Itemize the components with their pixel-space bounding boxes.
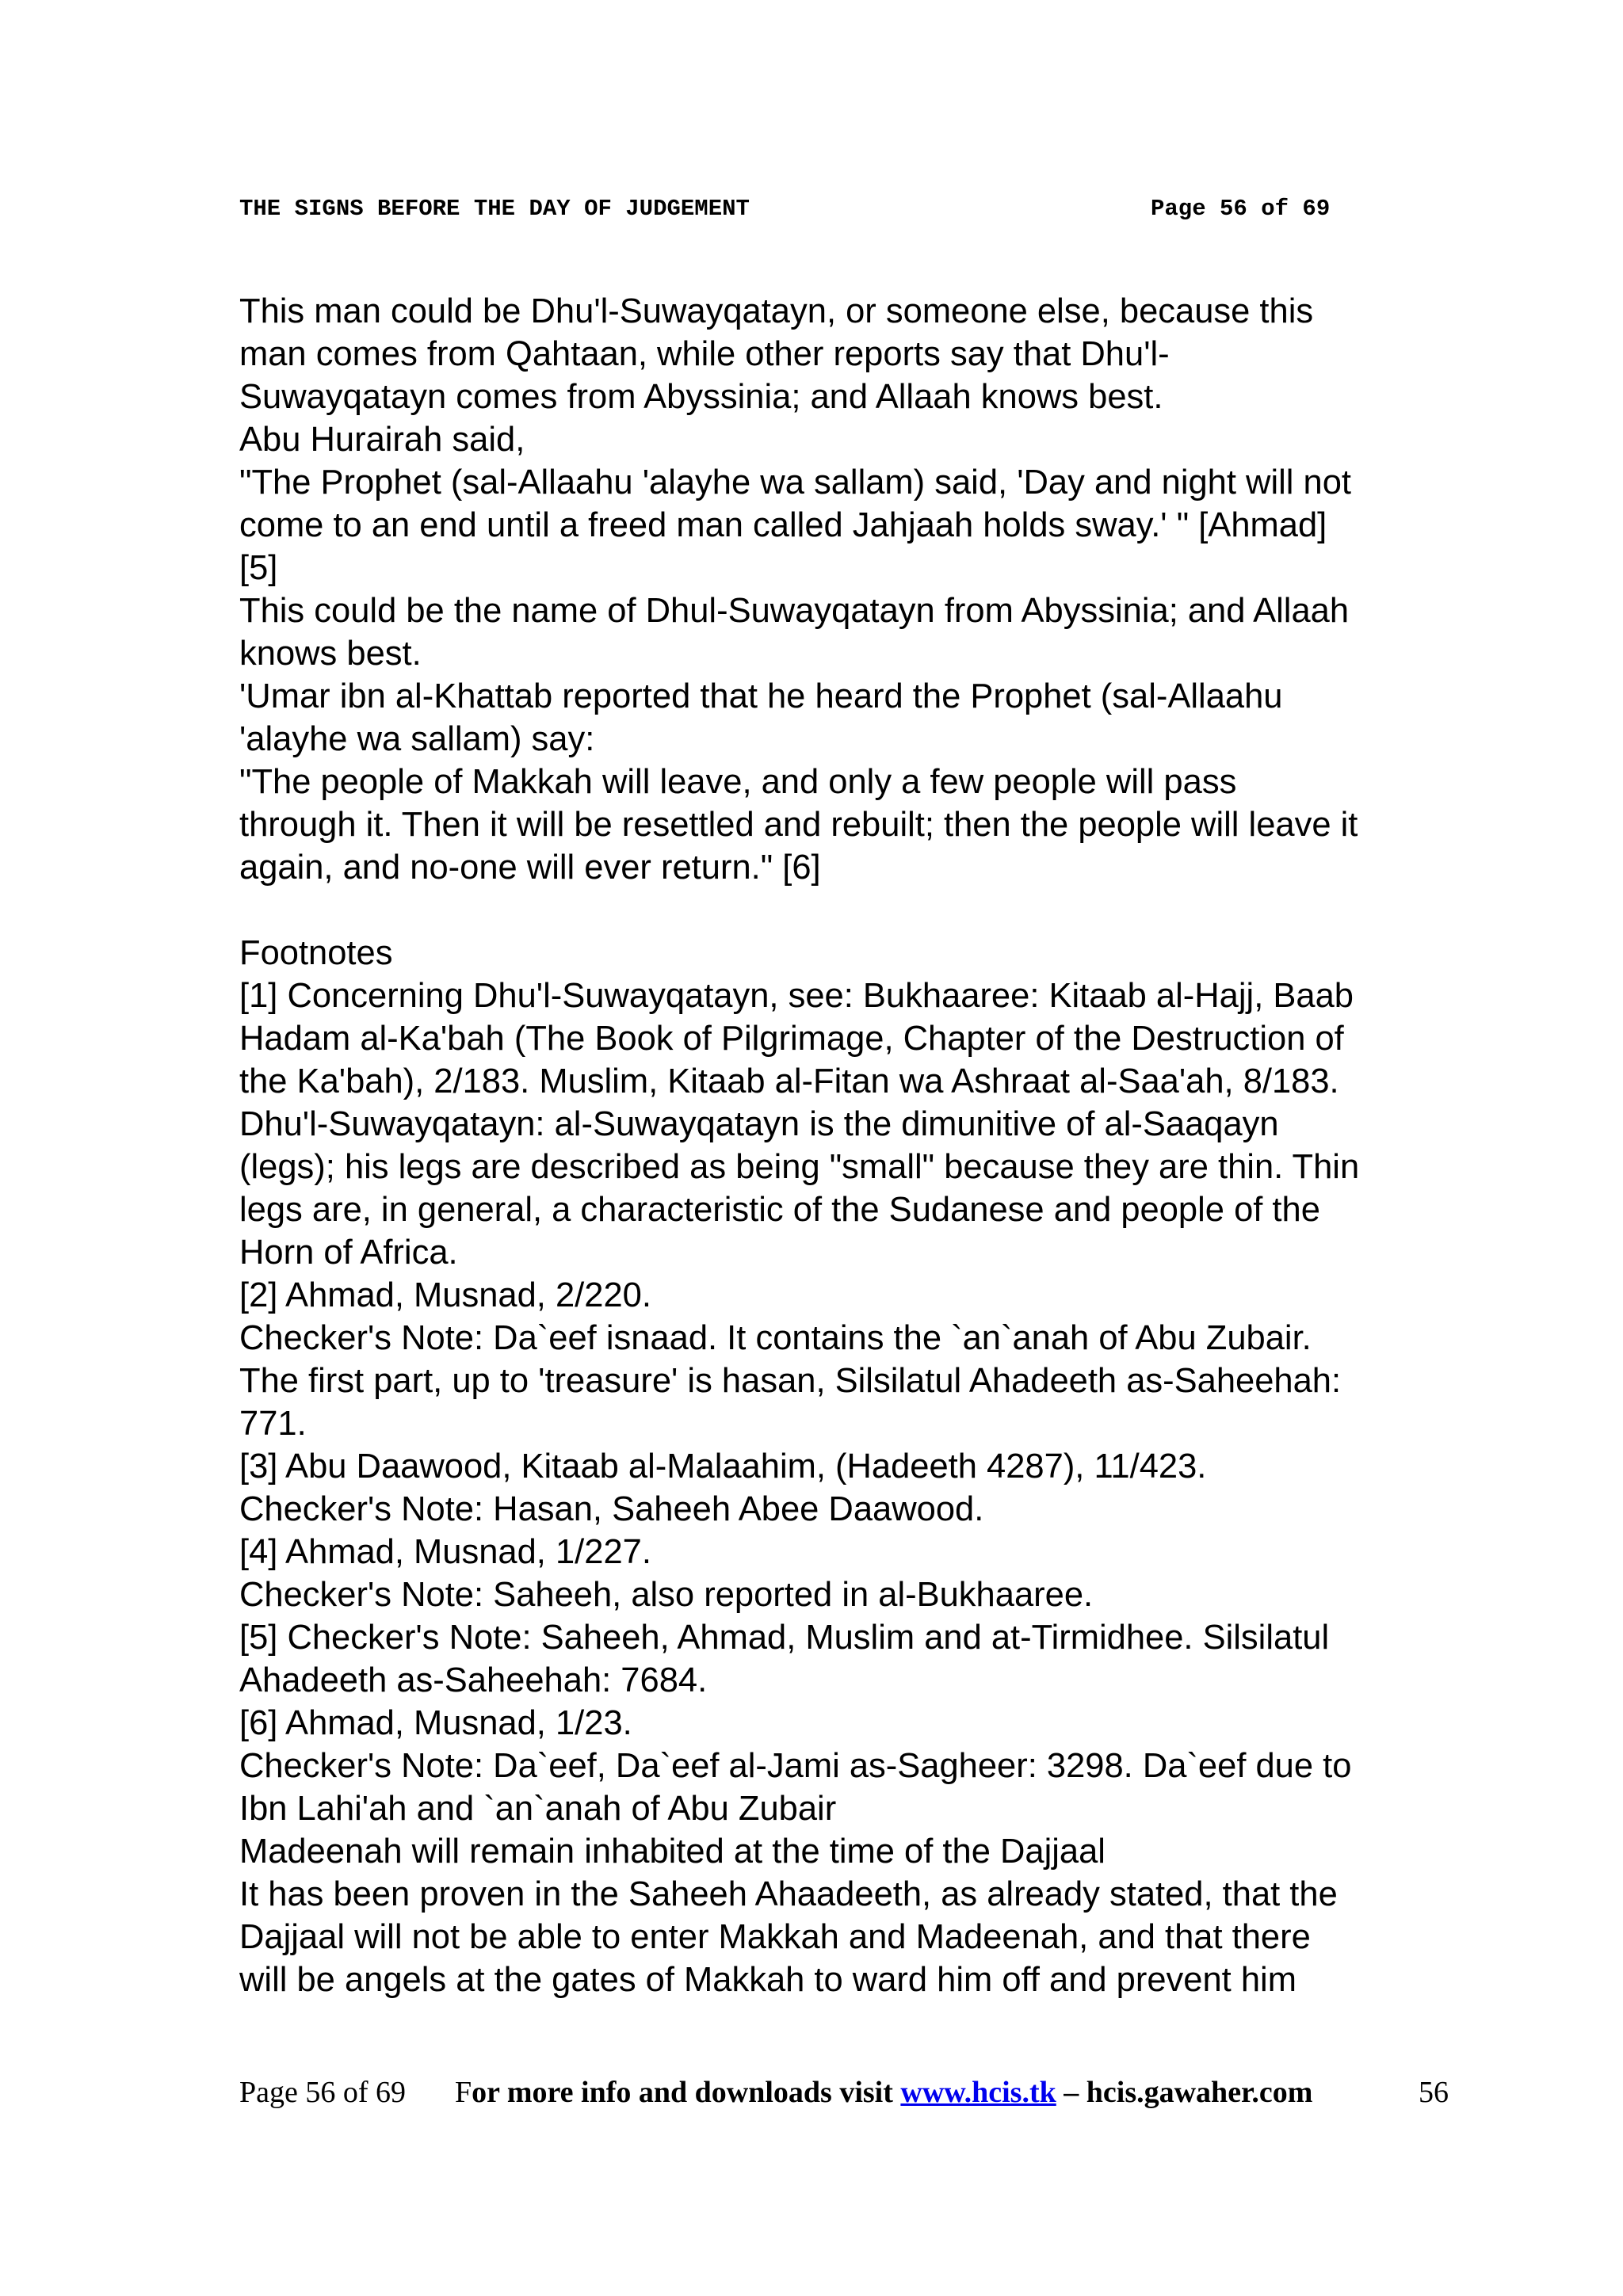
body-line: Suwayqatayn comes from Abyssinia; and Allaah knows best. bbox=[239, 378, 1163, 416]
header-page-ref: Page 56 of 69 bbox=[1151, 196, 1331, 222]
body-line: through it. Then it will be resettled and rebuilt; then the people will leave it bbox=[239, 806, 1358, 844]
footnote-line: [2] Ahmad, Musnad, 2/220. bbox=[239, 1276, 651, 1314]
body-line: 'Umar ibn al-Khattab reported that he heard the Prophet (sal-Allaahu bbox=[239, 677, 1283, 715]
paragraph-spacer bbox=[239, 889, 1476, 932]
footer-page-label: Page 56 of 69 bbox=[239, 2076, 407, 2109]
footnote-line: 771. bbox=[239, 1405, 307, 1443]
footnote-line: Hadam al-Ka'bah (The Book of Pilgrimage, Chapter of the Destruction of bbox=[239, 1020, 1344, 1058]
footer-page-number: 56 bbox=[1419, 2076, 1449, 2109]
document-body bbox=[239, 290, 1476, 2001]
footnote-line: [6] Ahmad, Musnad, 1/23. bbox=[239, 1704, 632, 1742]
footnote-line: [5] Checker's Note: Saheeh, Ahmad, Muslim and at-Tirmidhee. Silsilatul bbox=[239, 1619, 1330, 1657]
footer-site-link[interactable]: www.hcis.tk bbox=[900, 2076, 1056, 2109]
footnote-line: the Ka'bah), 2/183. Muslim, Kitaab al-Fitan wa Ashraat al-Saa'ah, 8/183. bbox=[239, 1062, 1339, 1100]
footnote-line: (legs); his legs are described as being "small" because they are thin. Thin bbox=[239, 1148, 1360, 1186]
body-line: 'alayhe wa sallam) say: bbox=[239, 720, 595, 758]
body-line: "The Prophet (sal-Allaahu 'alayhe wa sallam) said, 'Day and night will not bbox=[239, 463, 1352, 502]
footer-info-text: or more info and downloads visit bbox=[472, 2076, 901, 2109]
body-line: [5] bbox=[239, 549, 278, 587]
footnote-line: The first part, up to 'treasure' is hasan, Silsilatul Ahadeeth as-Saheehah: bbox=[239, 1362, 1342, 1400]
footnote-line: [4] Ahmad, Musnad, 1/227. bbox=[239, 1533, 651, 1571]
running-header bbox=[239, 193, 1365, 225]
footer-info bbox=[455, 2073, 1312, 2112]
body-line: again, and no-one will ever return." [6] bbox=[239, 849, 821, 887]
footnotes-heading: Footnotes bbox=[239, 934, 393, 972]
body-line: This man could be Dhu'l-Suwayqatayn, or someone else, because this bbox=[239, 292, 1314, 330]
body-line: knows best. bbox=[239, 635, 422, 673]
footer-info-initial: F bbox=[455, 2076, 472, 2109]
body-line: "The people of Makkah will leave, and only a few people will pass bbox=[239, 763, 1237, 801]
body-line: It has been proven in the Saheeh Ahaadeeth, as already stated, that the bbox=[239, 1875, 1338, 1913]
footnote-line: Checker's Note: Hasan, Saheeh Abee Daawood. bbox=[239, 1490, 984, 1528]
page-footer bbox=[239, 2073, 1460, 2112]
body-line: man comes from Qahtaan, while other reports say that Dhu'l- bbox=[239, 335, 1170, 373]
footnote-line: [3] Abu Daawood, Kitaab al-Malaahim, (Hadeeth 4287), 11/423. bbox=[239, 1447, 1207, 1486]
footnote-line: Checker's Note: Da`eef isnaad. It contains the `an`anah of Abu Zubair. bbox=[239, 1319, 1312, 1357]
body-line: Dajjaal will not be able to enter Makkah and Madeenah, and that there bbox=[239, 1918, 1311, 1956]
body-line: come to an end until a freed man called Jahjaah holds sway.' " [Ahmad] bbox=[239, 506, 1327, 544]
footnote-line: legs are, in general, a characteristic of the Sudanese and people of the bbox=[239, 1191, 1320, 1229]
footer-alt-site: – hcis.gawaher.com bbox=[1056, 2076, 1313, 2109]
footnote-line: Horn of Africa. bbox=[239, 1234, 458, 1272]
footnote-line: Checker's Note: Saheeh, also reported in al-Bukhaaree. bbox=[239, 1576, 1094, 1614]
body-line: Abu Hurairah said, bbox=[239, 421, 525, 459]
footnote-line: [1] Concerning Dhu'l-Suwayqatayn, see: Bukhaaree: Kitaab al-Hajj, Baab bbox=[239, 977, 1354, 1015]
header-title: THE SIGNS BEFORE THE DAY OF JUDGEMENT bbox=[239, 196, 750, 222]
footnote-line: Ahadeeth as-Saheehah: 7684. bbox=[239, 1661, 708, 1699]
body-line: This could be the name of Dhul-Suwayqatayn from Abyssinia; and Allaah bbox=[239, 592, 1350, 630]
body-line: will be angels at the gates of Makkah to ward him off and prevent him bbox=[239, 1961, 1296, 1999]
section-heading: Madeenah will remain inhabited at the time of the Dajjaal bbox=[239, 1833, 1106, 1871]
footnote-line: Checker's Note: Da`eef, Da`eef al-Jami as-Sagheer: 3298. Da`eef due to bbox=[239, 1747, 1352, 1785]
footnote-line: Dhu'l-Suwayqatayn: al-Suwayqatayn is the dimunitive of al-Saaqayn bbox=[239, 1105, 1279, 1143]
footnote-line: Ibn Lahi'ah and `an`anah of Abu Zubair bbox=[239, 1790, 837, 1828]
